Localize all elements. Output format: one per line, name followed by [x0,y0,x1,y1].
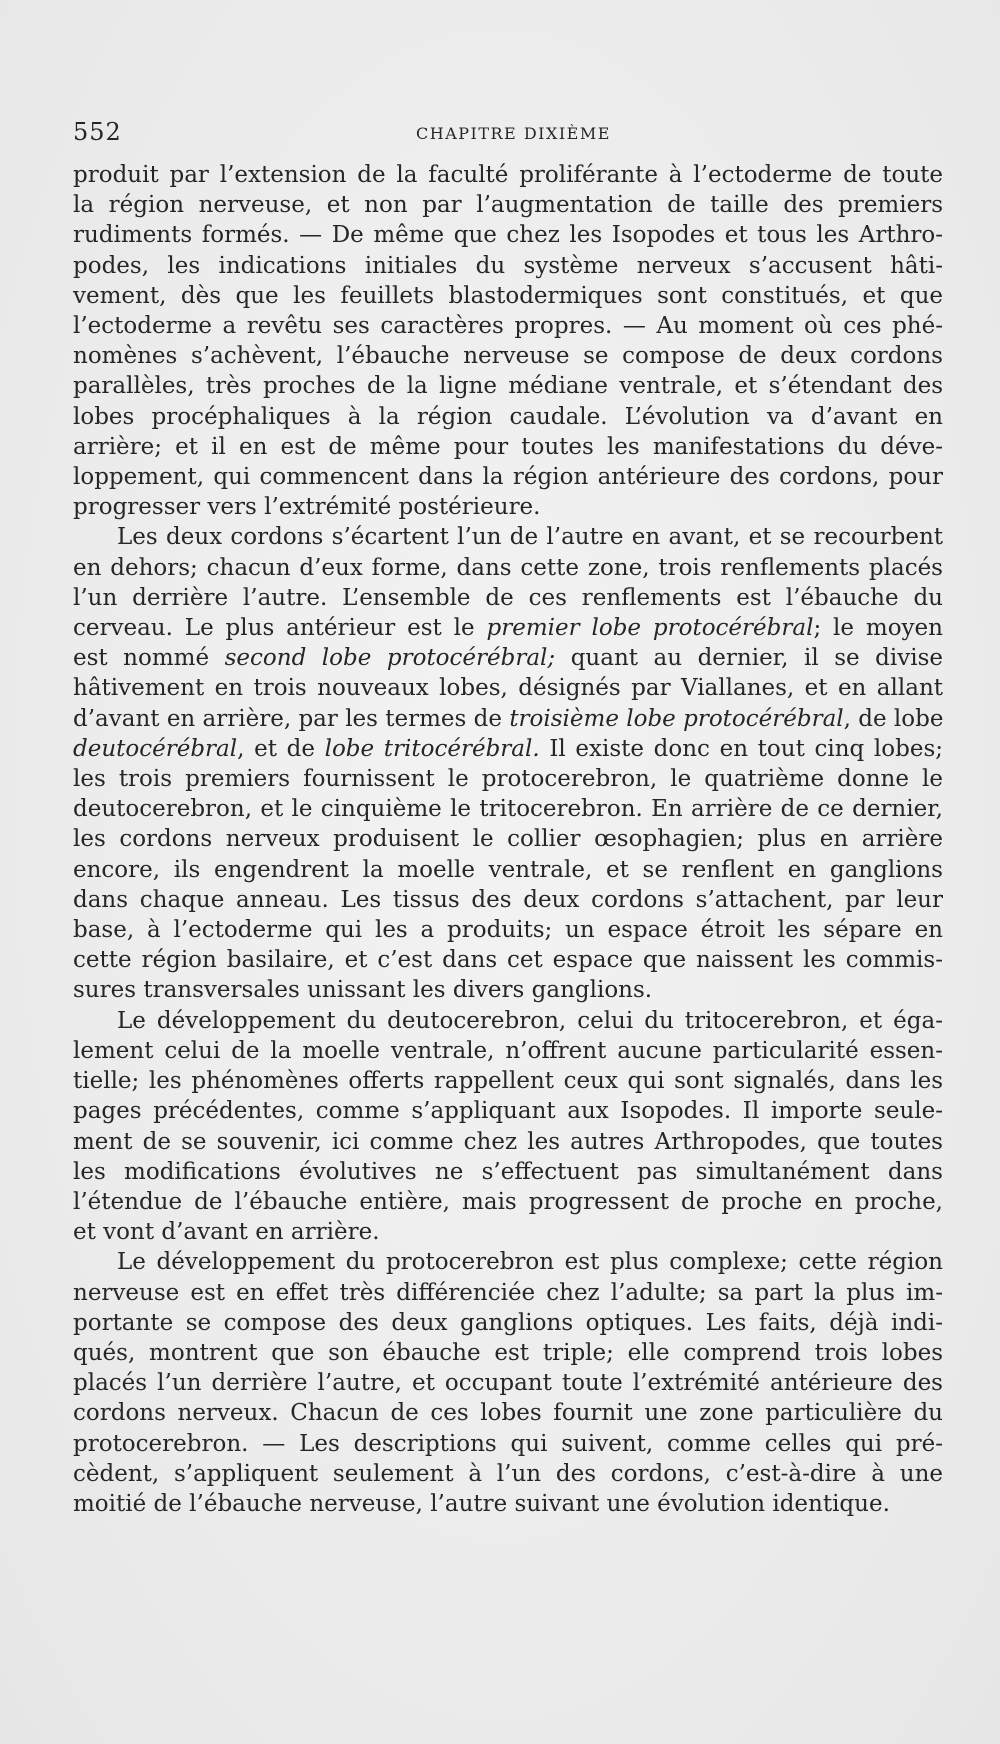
text-line [73,553,943,583]
body-text [73,160,943,1519]
italic-term: deutocérébral [73,735,238,762]
line-text: Le développement du deutocerebron, celui du tritocerebron, et éga- [117,1007,943,1034]
text-line [73,190,943,220]
line-text: loppement, qui commencent dans la région antérieure des cordons, pour [73,464,943,491]
text-line [73,1006,943,1036]
text-line [73,975,943,1005]
text-line [73,1096,943,1126]
line-text: l’un derrière l’autre. L’ensemble de ces renflements est l’ébauche du [73,584,943,611]
text-line [73,1066,943,1096]
text-line [73,522,943,552]
line-text: vement, dès que les feuillets blastodermiques sont constitués, et que [73,282,943,309]
line-text: deutocerebron, et le cinquième le tritocerebron. En arrière de ce dernier, [73,796,943,823]
line-text: cerveau. Le plus antérieur est le [73,615,487,642]
page-header [73,118,943,152]
line-text: hâtivement en trois nouveaux lobes, désignés par Viallanes, et en allant [73,675,943,702]
italic-term: lobe tritocérébral. [324,735,540,762]
text-line [73,492,943,522]
line-text: l’étendue de l’ébauche entière, mais progressent de proche en proche, [73,1188,943,1215]
text-line [73,1429,943,1459]
text-line [73,1036,943,1066]
line-text: lobes procéphaliques à la région caudale. L’évolution va d’avant en [73,403,943,430]
line-text: Les deux cordons s’écartent l’un de l’autre en avant, et se recourbent [117,524,943,551]
text-line [73,1187,943,1217]
text-line [73,432,943,462]
text-line [73,1247,943,1277]
line-text: moitié de l’ébauche nerveuse, l’autre suivant une évolution identique. [73,1490,890,1517]
line-text: dans chaque anneau. Les tissus des deux cordons s’attachent, par leur [73,886,943,913]
line-text: progresser vers l’extrémité postérieure. [73,494,541,521]
line-text: base, à l’ectoderme qui les a produits; un espace étroit les sépare en [73,917,943,944]
text-line [73,734,943,764]
line-text: cèdent, s’appliquent seulement à l’un des cordons, c’est-à-dire à une [73,1460,943,1487]
line-text: l’ectoderme a revêtu ses caractères propres. — Au moment où ces phé- [73,313,943,340]
line-text: rudiments formés. — De même que chez les Isopodes et tous les Arthro- [73,222,943,249]
line-text: Le développement du protocerebron est plus complexe; cette région [117,1249,943,1276]
text-line [73,402,943,432]
line-text: les cordons nerveux produisent le collier œsophagien; plus en arrière [73,826,943,853]
text-line [73,1338,943,1368]
text-line [73,794,943,824]
italic-term: second lobe protocérébral; [224,645,556,672]
text-line [73,1398,943,1428]
text-line [73,160,943,190]
line-text: protocerebron. — Les descriptions qui suivent, comme celles qui pré- [73,1430,943,1457]
line-text: ; le moyen [813,615,943,642]
line-text: parallèles, très proches de la ligne médiane ventrale, et s’étendant des [73,373,943,400]
line-text: produit par l’extension de la faculté proliférante à l’ectoderme de toute [73,162,943,188]
line-text: les modifications évolutives ne s’effectuent pas simultanément dans [73,1158,943,1185]
line-text: nerveuse est en effet très différenciée chez l’adulte; sa part la plus im- [73,1279,943,1306]
line-text: podes, les indications initiales du système nerveux s’accusent hâti- [73,252,943,279]
text-line [73,885,943,915]
line-text: ment de se souvenir, ici comme chez les autres Arthropodes, que toutes [73,1128,943,1155]
text-line [73,220,943,250]
line-text: d’avant en arrière, par les termes de [73,705,510,732]
text-line [73,915,943,945]
text-line [73,1278,943,1308]
line-text: Il existe donc en tout cinq lobes; [539,735,943,762]
italic-term: troisième lobe protocérébral [509,705,844,732]
line-text: qués, montrent que son ébauche est triple; elle comprend trois lobes [73,1339,943,1366]
page-number: 552 [73,118,122,146]
text-line [73,1489,943,1519]
line-text: pages précédentes, comme s’appliquant aux Isopodes. Il importe seule- [73,1098,943,1125]
text-line [73,1368,943,1398]
line-text: les trois premiers fournissent le protocerebron, le quatrième donne le [73,766,943,793]
text-line [73,855,943,885]
line-text: tielle; les phénomènes offerts rappellent ceux qui sont signalés, dans les [73,1068,943,1095]
text-line [73,251,943,281]
line-text: , et de [237,735,325,762]
line-text: , de lobe [843,705,944,732]
text-line [73,371,943,401]
text-line [73,583,943,613]
line-text: nomènes s’achèvent, l’ébauche nerveuse se compose de deux cordons [73,343,943,370]
text-line [73,673,943,703]
line-text: est nommé [73,645,225,672]
line-text: portante se compose des deux ganglions optiques. Les faits, déjà indi- [73,1309,943,1336]
text-line [73,613,943,643]
text-line [73,704,943,734]
text-line [73,764,943,794]
running-head: CHAPITRE DIXIÈME [416,124,611,143]
line-text: placés l’un derrière l’autre, et occupant toute l’extrémité antérieure des [73,1370,943,1397]
line-text: sures transversales unissant les divers ganglions. [73,977,653,1004]
text-line [73,1459,943,1489]
italic-term: premier lobe protocérébral [486,615,814,642]
text-line [73,311,943,341]
text-line [73,945,943,975]
line-text: quant au dernier, il se divise [555,645,944,672]
line-text: cette région basilaire, et c’est dans cet espace que naissent les commis- [73,947,943,974]
text-line [73,1217,943,1247]
line-text: cordons nerveux. Chacun de ces lobes fournit une zone particulière du [73,1400,943,1427]
text-line [73,462,943,492]
line-text: et vont d’avant en arrière. [73,1219,380,1246]
text-line [73,281,943,311]
line-text: lement celui de la moelle ventrale, n’offrent aucune particularité essen- [73,1037,943,1064]
line-text: arrière; et il en est de même pour toutes les manifestations du déve- [73,433,943,460]
text-line [73,643,943,673]
line-text: la région nerveuse, et non par l’augmentation de taille des premiers [73,192,943,219]
line-text: encore, ils engendrent la moelle ventrale, et se renflent en ganglions [73,856,943,883]
text-line [73,1308,943,1338]
text-line [73,824,943,854]
text-line [73,341,943,371]
text-line [73,1127,943,1157]
line-text: en dehors; chacun d’eux forme, dans cette zone, trois renflements placés [73,554,943,581]
text-line [73,1157,943,1187]
